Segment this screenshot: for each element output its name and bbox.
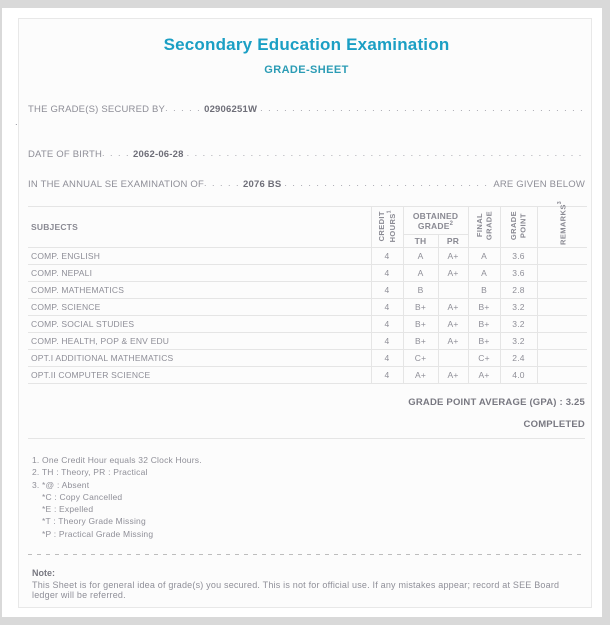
- status-completed: COMPLETED: [523, 419, 585, 430]
- subject-cell: OPT.II COMPUTER SCIENCE: [28, 367, 371, 384]
- grade-point-cell: 3.6: [500, 248, 537, 265]
- subject-cell: COMP. HEALTH, POP & ENV EDU: [28, 333, 371, 350]
- table-row: [28, 333, 587, 350]
- secured-by-line: [28, 104, 585, 117]
- gpa-label: GRADE POINT AVERAGE (GPA) :: [408, 397, 565, 408]
- final-grade-cell: B: [468, 282, 500, 299]
- grade-sheet-panel: [15, 18, 592, 608]
- final-grade-cell: B+: [468, 333, 500, 350]
- date-of-birth-line: [28, 149, 585, 162]
- column-header-subjects: SUBJECTS: [28, 207, 371, 248]
- credit-hours-cell: 4: [371, 350, 403, 367]
- theory-grade-cell: A: [403, 265, 438, 282]
- dot-leader: [102, 148, 130, 158]
- footer-note-text: This Sheet is for general idea of grade(s) you secured. This is not for official use. If any mistakes appear; record at SEE Board ledger will be referred.: [32, 580, 560, 601]
- remarks-cell: [537, 299, 587, 316]
- remarks-cell: [537, 333, 587, 350]
- column-header-final-grade: FINAL GRADE: [468, 207, 500, 248]
- exam-year-label: IN THE ANNUAL SE EXAMINATION OF: [28, 179, 204, 190]
- grade-point-cell: 2.8: [500, 282, 537, 299]
- column-header-grade-point: GRADE POINT: [500, 207, 537, 248]
- final-grade-cell: C+: [468, 350, 500, 367]
- notes-list: [28, 454, 585, 540]
- practical-grade-cell: A+: [438, 265, 468, 282]
- grade-point-cell: 2.4: [500, 350, 537, 367]
- note-item: 1. One Credit Hour equals 32 Clock Hours.: [32, 455, 202, 465]
- exam-year-value: 2076 BS: [243, 179, 282, 190]
- grade-point-cell: 4.0: [500, 367, 537, 384]
- practical-grade-cell: [438, 350, 468, 367]
- symbol-number-value: 02906251W: [204, 104, 258, 115]
- practical-grade-cell: A+: [438, 333, 468, 350]
- gpa-value: 3.25: [565, 397, 585, 408]
- credit-hours-cell: 4: [371, 265, 403, 282]
- table-row: [28, 282, 587, 299]
- remarks-cell: [537, 367, 587, 384]
- final-grade-cell: B+: [468, 299, 500, 316]
- subject-cell: COMP. ENGLISH: [28, 248, 371, 265]
- grade-point-cell: 3.2: [500, 299, 537, 316]
- dot-leader: [204, 178, 240, 188]
- table-row: [28, 367, 587, 384]
- note-item: *P : Practical Grade Missing: [42, 528, 154, 539]
- note-item: 3. *@ : Absent: [32, 479, 90, 490]
- theory-grade-cell: C+: [403, 350, 438, 367]
- dot-leader: [187, 148, 585, 158]
- credit-hours-cell: 4: [371, 299, 403, 316]
- column-header-practical: PR: [438, 234, 468, 247]
- remarks-cell: [537, 265, 587, 282]
- note-item: *E : Expelled: [42, 504, 94, 515]
- subject-cell: OPT.I ADDITIONAL MATHEMATICS: [28, 350, 371, 367]
- credit-hours-cell: 4: [371, 282, 403, 299]
- page-title: Secondary Education Examination: [163, 35, 450, 54]
- grades-table: [28, 200, 587, 384]
- practical-grade-cell: A+: [438, 299, 468, 316]
- final-grade-cell: A: [468, 248, 500, 265]
- dot-leader: [165, 103, 201, 113]
- final-grade-cell: B+: [468, 316, 500, 333]
- page-subtitle: GRADE-SHEET: [264, 64, 349, 76]
- table-row: [28, 316, 587, 333]
- dot-leader: [260, 103, 585, 113]
- theory-grade-cell: B+: [403, 316, 438, 333]
- subject-cell: COMP. MATHEMATICS: [28, 282, 371, 299]
- practical-grade-cell: A+: [438, 316, 468, 333]
- column-header-theory: TH: [403, 234, 438, 247]
- wrapped-dot: .: [15, 117, 18, 128]
- remarks-cell: [537, 282, 587, 299]
- summary-bottom-divider: [28, 438, 585, 439]
- table-row: [28, 350, 587, 367]
- column-header-obtained-grade: OBTAINED GRADE$^2$: [403, 207, 468, 235]
- subjects-table-body: [28, 248, 587, 384]
- wrapped-dot-row: [15, 117, 585, 133]
- grade-sheet-card: [2, 8, 602, 617]
- note-item: *T : Theory Grade Missing: [42, 516, 146, 527]
- subject-cell: COMP. NEPALI: [28, 265, 371, 282]
- credit-hours-cell: 4: [371, 316, 403, 333]
- credit-hours-cell: 4: [371, 367, 403, 384]
- column-header-remarks: REMARKS$^3$: [537, 207, 587, 248]
- grade-point-cell: 3.2: [500, 333, 537, 350]
- final-grade-cell: A+: [468, 367, 500, 384]
- exam-year-line: [28, 179, 585, 192]
- theory-grade-cell: B: [403, 282, 438, 299]
- exam-year-suffix: ARE GIVEN BELOW: [493, 179, 585, 190]
- date-of-birth-value: 2062-06-28: [133, 149, 184, 160]
- remarks-cell: [537, 350, 587, 367]
- grade-point-cell: 3.2: [500, 316, 537, 333]
- remarks-cell: [537, 248, 587, 265]
- credit-hours-cell: 4: [371, 333, 403, 350]
- note-item: 2. TH : Theory, PR : Practical: [32, 467, 148, 478]
- theory-grade-cell: B+: [403, 299, 438, 316]
- practical-grade-cell: A+: [438, 367, 468, 384]
- theory-grade-cell: A: [403, 248, 438, 265]
- practical-grade-cell: [438, 282, 468, 299]
- final-grade-cell: A: [468, 265, 500, 282]
- footer-note-label: Note:: [32, 568, 55, 579]
- theory-grade-cell: B+: [403, 333, 438, 350]
- note-item: *C : Copy Cancelled: [42, 491, 123, 502]
- table-row: [28, 265, 587, 282]
- theory-grade-cell: A+: [403, 367, 438, 384]
- subject-cell: COMP. SOCIAL STUDIES: [28, 316, 371, 333]
- secured-by-label: THE GRADE(S) SECURED BY: [28, 104, 166, 115]
- dashed-separator: [28, 554, 585, 555]
- table-row: [28, 248, 587, 265]
- gpa-line: [28, 397, 585, 408]
- dot-leader: [284, 178, 493, 188]
- grade-point-cell: 3.6: [500, 265, 537, 282]
- subject-cell: COMP. SCIENCE: [28, 299, 371, 316]
- remarks-cell: [537, 316, 587, 333]
- date-of-birth-label: DATE OF BIRTH: [28, 149, 103, 160]
- column-header-credit-hours: CREDIT HOURS$^1$: [371, 207, 403, 248]
- credit-hours-cell: 4: [371, 248, 403, 265]
- practical-grade-cell: A+: [438, 248, 468, 265]
- table-row: [28, 299, 587, 316]
